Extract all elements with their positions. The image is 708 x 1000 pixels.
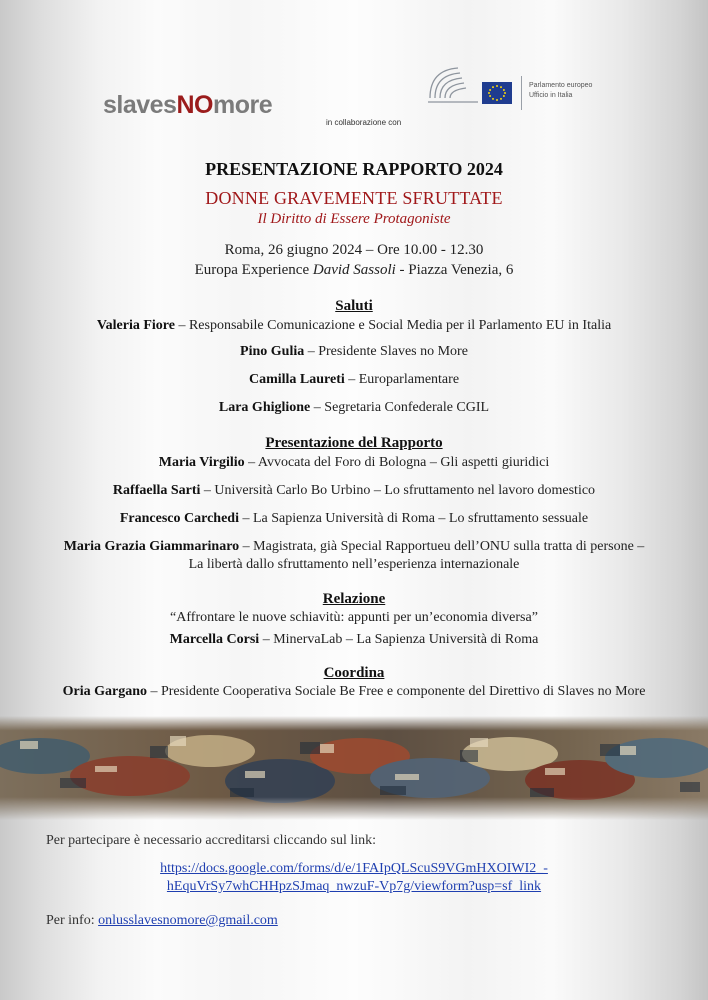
event-venue: Europa Experience David Sassoli - Piazza Venezia, 6 xyxy=(194,262,514,278)
registration-instructions: Per partecipare è necessario accreditarsi cliccando sul link: xyxy=(46,833,377,848)
speaker-row: Pino Gulia – Presidente Slaves no More xyxy=(240,344,468,359)
speaker-row: Marcella Corsi – MinervaLab – La Sapienza Università di Roma xyxy=(169,632,539,647)
collaboration-label: in collaborazione con xyxy=(326,118,402,127)
european-parliament-logo xyxy=(426,62,516,110)
talk-title: “Affrontare le nuove schiavitù: appunti per un’economia diversa” xyxy=(170,610,538,625)
registration-link[interactable]: https://docs.google.com/forms/d/e/1FAIpQLScuS9VGmHXOIWI2_- xyxy=(160,861,548,876)
event-subtitle: Il Diritto di Essere Protagoniste xyxy=(257,211,451,227)
logo-divider xyxy=(521,76,522,110)
speaker-row: Maria Virgilio – Avvocata del Foro di Bologna – Gli aspetti giuridici xyxy=(158,455,550,470)
speaker-row: Oria Gargano – Presidente Cooperativa Sociale Be Free e componente del Direttivo di Slaves no More xyxy=(62,684,646,699)
speaker-row: Maria Grazia Giammarinaro – Magistrata, già Special Rapportueu dell’ONU sulla tratta di persone – xyxy=(63,539,645,554)
event-date: Roma, 26 giugno 2024 – Ore 10.00 - 12.30 xyxy=(224,242,484,258)
section-heading-saluti: Saluti xyxy=(335,298,373,314)
info-line: Per info: onlusslavesnomore@gmail.com xyxy=(46,913,278,928)
speaker-row: Francesco Carchedi – La Sapienza Università di Roma – Lo sfruttamento sessuale xyxy=(119,511,589,526)
slaves-no-more-logo: slavesNOmore xyxy=(103,91,273,119)
section-heading-presentazione: Presentazione del Rapporto xyxy=(265,435,443,451)
speaker-row: Camilla Laureti – Europarlamentare xyxy=(248,372,460,387)
speaker-row: Raffaella Sarti – Università Carlo Bo Urbino – Lo sfruttamento nel lavoro domestico xyxy=(112,483,596,498)
ep-office-label: Parlamento europeo Ufficio in Italia xyxy=(529,82,593,99)
registration-link-continued[interactable]: hEquVrSy7whCHHpzSJmaq_nwzuF-Vp7g/viewform?usp=sf_link xyxy=(166,879,542,894)
info-email-link[interactable]: onlusslavesnomore@gmail.com xyxy=(98,913,278,928)
speaker-row: Lara Ghiglione – Segretaria Confederale CGIL xyxy=(218,400,490,415)
event-headline: DONNE GRAVEMENTE SFRUTTATE xyxy=(205,188,503,208)
section-heading-coordina: Coordina xyxy=(323,665,385,681)
speaker-row: Valeria Fiore – Responsabile Comunicazione e Social Media per il Parlamento EU in Italia xyxy=(96,318,612,333)
event-title: PRESENTAZIONE RAPPORTO 2024 xyxy=(205,159,503,179)
section-heading-relazione: Relazione xyxy=(322,591,386,607)
decorative-painting-band xyxy=(0,716,708,820)
speaker-row-continued: La libertà dallo sfruttamento nell’esperienza internazionale xyxy=(188,557,520,572)
